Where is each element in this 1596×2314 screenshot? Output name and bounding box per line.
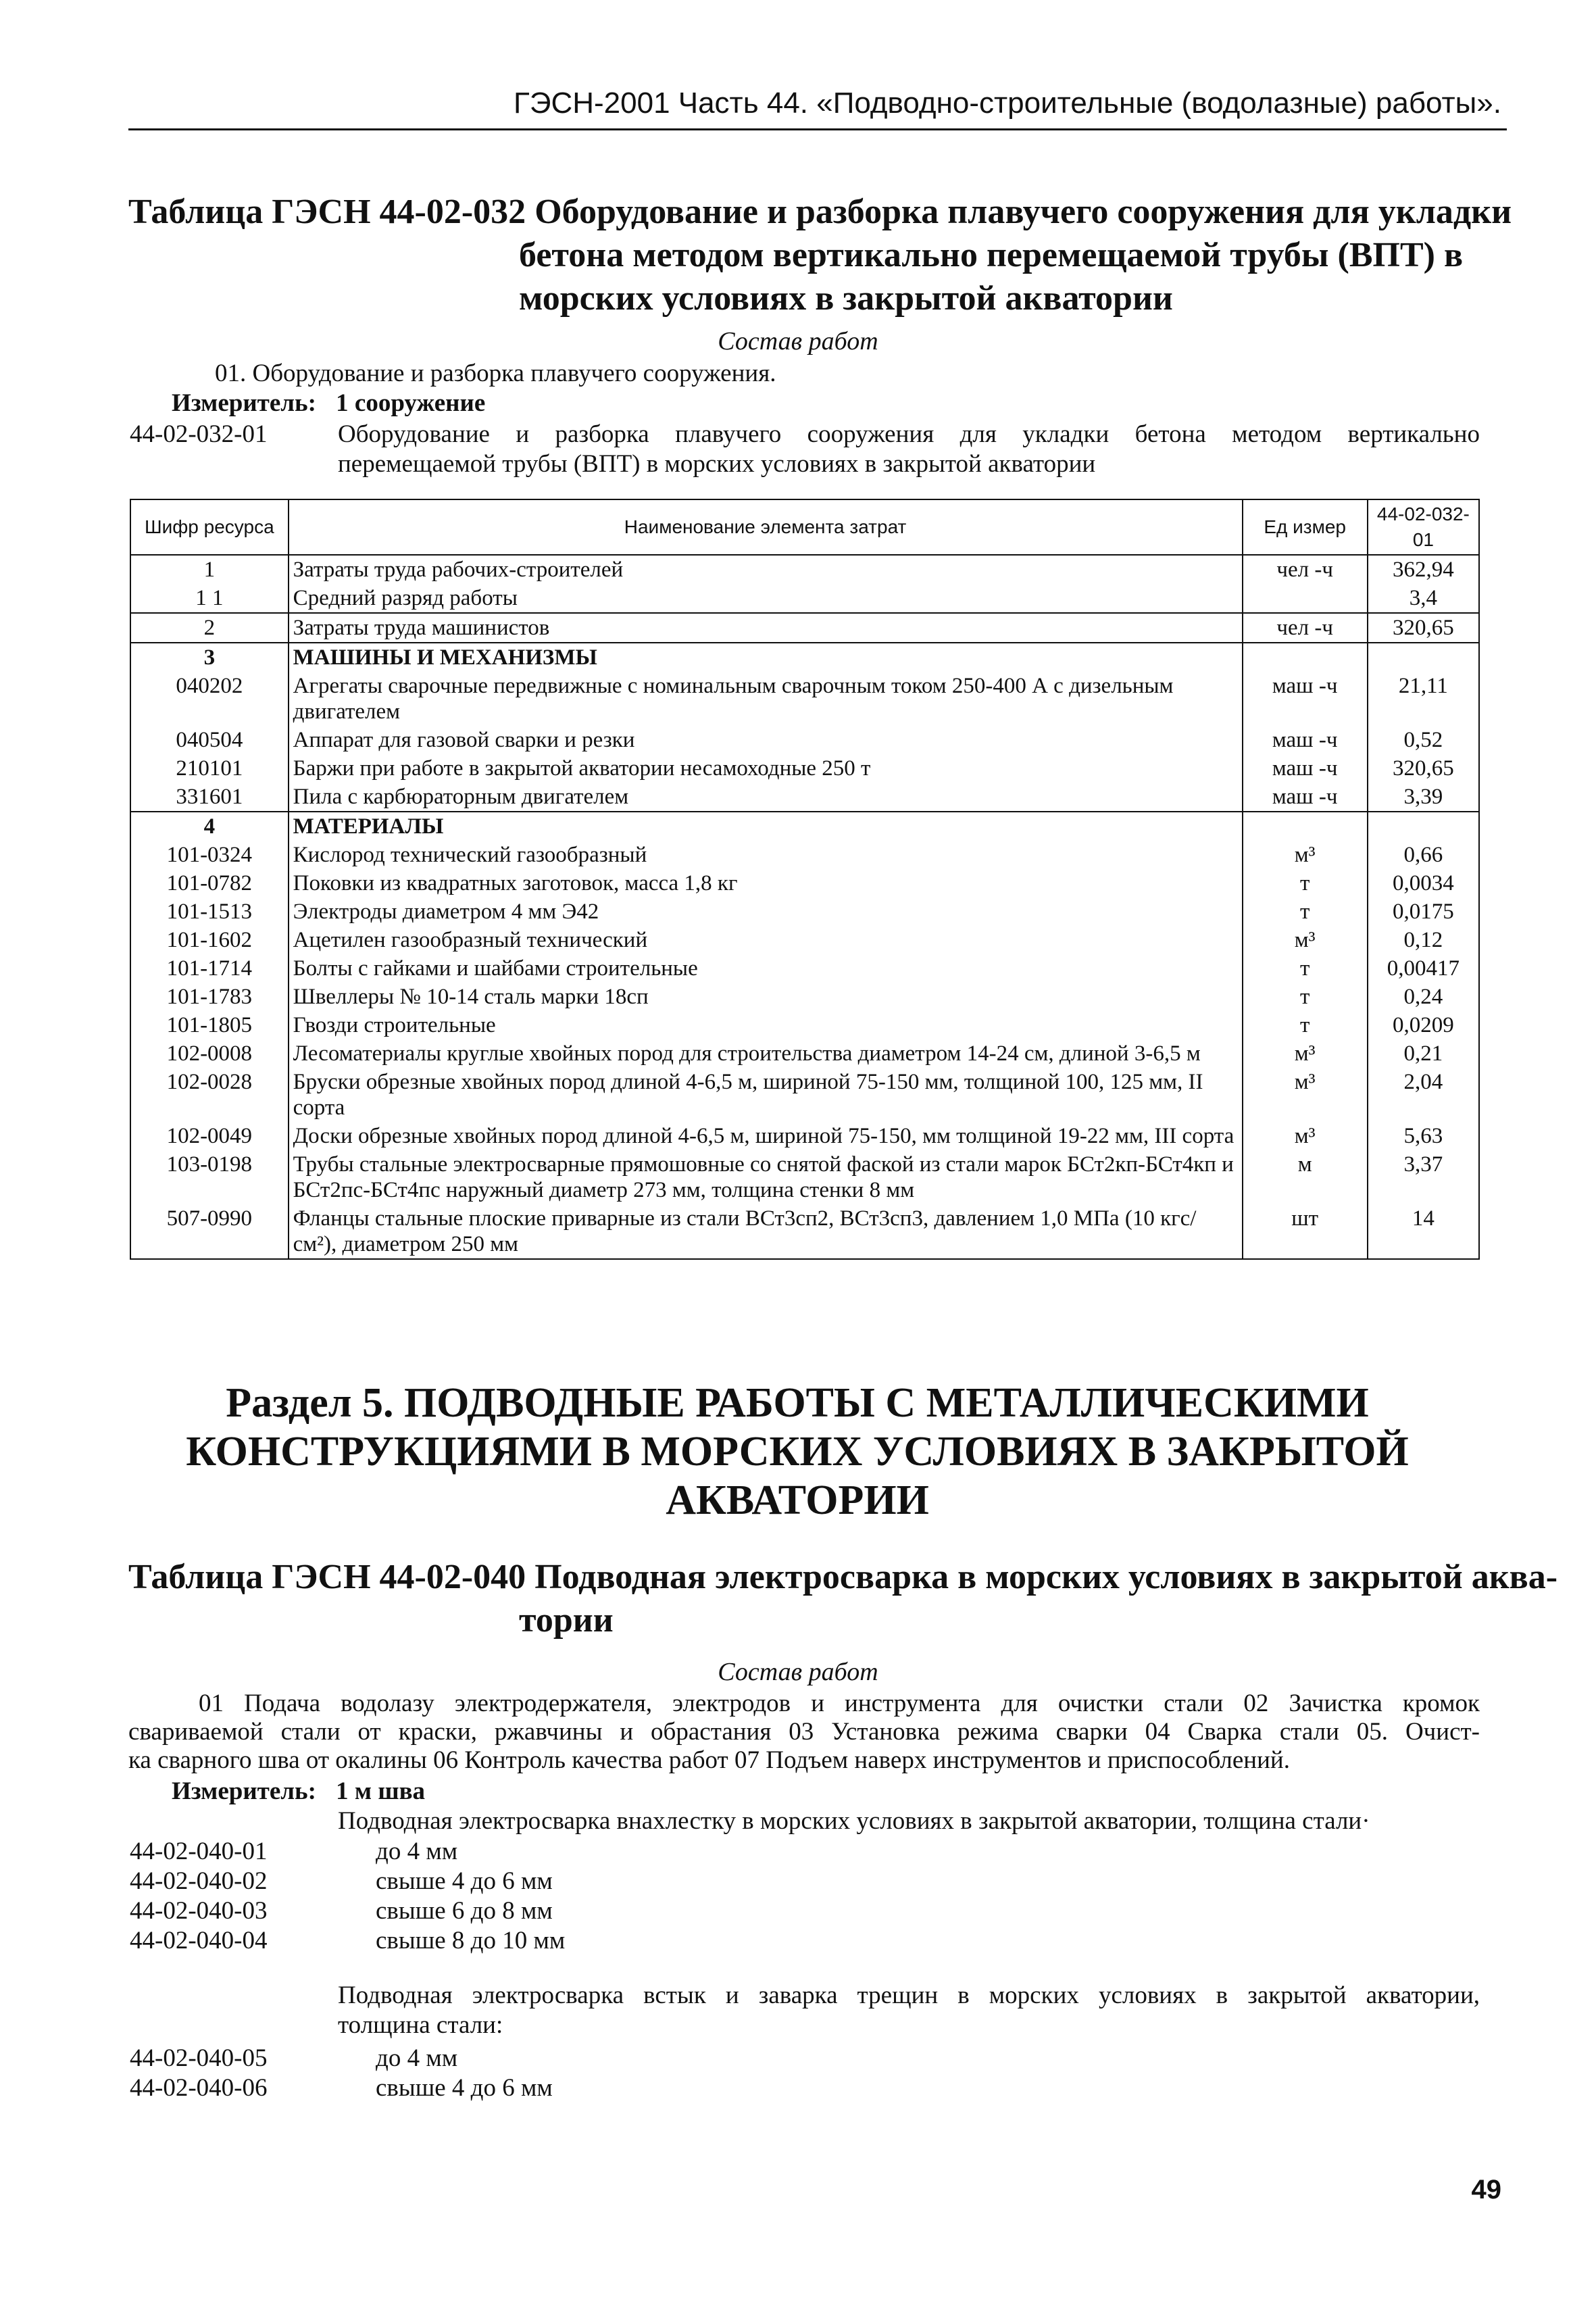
cell-unit: т — [1243, 983, 1368, 1011]
table-row — [130, 643, 1479, 672]
cell-unit: маш -ч — [1243, 754, 1368, 783]
table-row — [130, 1122, 1479, 1150]
cell-value: 0,24 — [1368, 983, 1479, 1011]
cell-name: Доски обрезные хвойных пород длиной 4-6,5 м, шириной 75-150, мм толщиной 19-22 мм, III сорта — [289, 1122, 1243, 1150]
cell-name: Гвозди строительные — [289, 1011, 1243, 1039]
table-row — [130, 841, 1479, 869]
table-row — [130, 613, 1479, 643]
code-list-desc: свыше 4 до 6 мм — [376, 1867, 553, 1895]
table2-work-line1: 01 Подача водолазу электродержателя, электродов и инструмента для очистки стали 02 Зачистка кромок — [199, 1690, 1480, 1717]
section5-line2: КОНСТРУКЦИЯМИ В МОРСКИХ УСЛОВИЯХ В ЗАКРЫТОЙ — [186, 1429, 1409, 1475]
section5-line3: АКВАТОРИИ — [666, 1477, 929, 1523]
resource-table-header — [130, 499, 1479, 555]
table-row — [130, 754, 1479, 783]
cell-name: Аппарат для газовой сварки и резки — [289, 726, 1243, 754]
cell-name: Кислород технический газообразный — [289, 841, 1243, 869]
table1-title-line1: Оборудование и разборка плавучего сооружения для укладки — [534, 193, 1512, 231]
cell-name: Баржи при работе в закрытой акватории несамоходные 250 т — [289, 754, 1243, 783]
table-row — [130, 555, 1479, 584]
cell-value: 320,65 — [1368, 613, 1479, 643]
code-list-desc: свыше 4 до 6 мм — [376, 2074, 553, 2102]
code-list-desc: до 4 мм — [376, 2044, 458, 2072]
cell-value: 0,0175 — [1368, 897, 1479, 926]
cell-unit: т — [1243, 1011, 1368, 1039]
table2-meter-label: Измеритель: — [172, 1777, 316, 1805]
table1-code-desc-line1: Оборудование и разборка плавучего сооружения для укладки бетона методом вертикально — [338, 420, 1480, 448]
cell-code: 101-1783 — [130, 983, 289, 1011]
cell-value: 0,0034 — [1368, 869, 1479, 897]
page-number: 49 — [1471, 2175, 1501, 2205]
cell-value: 0,52 — [1368, 726, 1479, 754]
table1-code: 44-02-032-01 — [130, 420, 268, 448]
header-code: Шифр ресурса — [130, 499, 289, 555]
cell-unit: м³ — [1243, 1068, 1368, 1122]
header-name: Наименование элемента затрат — [289, 499, 1243, 555]
section5-heading — [135, 1379, 1460, 1525]
cell-unit — [1243, 812, 1368, 841]
code-list-desc: свыше 6 до 8 мм — [376, 1897, 553, 1925]
table-row — [130, 954, 1479, 983]
table-row — [130, 926, 1479, 954]
cell-name: Ацетилен газообразный технический — [289, 926, 1243, 954]
header-value: 44-02-032-01 — [1368, 499, 1479, 555]
cell-value: 320,65 — [1368, 754, 1479, 783]
cell-value: 0,0209 — [1368, 1011, 1479, 1039]
cell-code: 102-0028 — [130, 1068, 289, 1122]
cell-value: 21,11 — [1368, 672, 1479, 726]
cell-unit: м — [1243, 1150, 1368, 1204]
cell-value — [1368, 812, 1479, 841]
cell-value: 0,12 — [1368, 926, 1479, 954]
cell-name: Средний разряд работы — [289, 584, 1243, 613]
cell-unit: маш -ч — [1243, 783, 1368, 812]
code-list-code: 44-02-040-03 — [130, 1897, 268, 1925]
code-list-desc: до 4 мм — [376, 1838, 458, 1865]
table-row — [130, 1039, 1479, 1068]
running-head: ГЭСН-2001 Часть 44. «Подводно-строительные (водолазные) работы». — [514, 87, 1501, 120]
table2-title-line1: Подводная электросварка в морских условиях в закрытой аква- — [534, 1558, 1558, 1596]
cell-name: Трубы стальные электросварные прямошовные со снятой фаской из стали марок БСт2кп-БСт4кп и БСт2пс-БСт4пс наружный диаметр 273 мм, толщина стенки 8 мм — [289, 1150, 1243, 1204]
table-row — [130, 897, 1479, 926]
table1-meter — [172, 389, 485, 418]
table1-title-line3: морских условиях в закрытой акватории — [519, 279, 1173, 318]
code-list-code: 44-02-040-02 — [130, 1867, 268, 1895]
table-row — [130, 812, 1479, 841]
cell-value: 3,37 — [1368, 1150, 1479, 1204]
cell-code: 1 — [130, 555, 289, 584]
cell-unit: т — [1243, 897, 1368, 926]
cell-code: 040202 — [130, 672, 289, 726]
resource-table-body — [130, 555, 1479, 1259]
cell-unit: м³ — [1243, 1039, 1368, 1068]
cell-unit: маш -ч — [1243, 672, 1368, 726]
cell-unit: шт — [1243, 1204, 1368, 1259]
table2-title-line2: тории — [519, 1601, 614, 1640]
cell-name: Затраты труда рабочих-строителей — [289, 555, 1243, 584]
table1-work-item: 01. Оборудование и разборка плавучего сооружения. — [215, 360, 776, 387]
cell-value: 3,4 — [1368, 584, 1479, 613]
section5-line1: Раздел 5. ПОДВОДНЫЕ РАБОТЫ С МЕТАЛЛИЧЕСКИМИ — [226, 1380, 1369, 1426]
cell-unit: м³ — [1243, 926, 1368, 954]
code-list-code: 44-02-040-05 — [130, 2044, 268, 2072]
cell-code: 4 — [130, 812, 289, 841]
cell-name: Бруски обрезные хвойных пород длиной 4-6,5 м, шириной 75-150 мм, толщиной 100, 125 мм, II сорта — [289, 1068, 1243, 1122]
table-row — [130, 1011, 1479, 1039]
table1-code-desc-line2: перемещаемой трубы (ВПТ) в морских условиях в закрытой акватории — [338, 450, 1096, 478]
cell-name: Затраты труда машинистов — [289, 613, 1243, 643]
table2-sostav-label: Состав работ — [718, 1658, 878, 1686]
cell-value: 0,00417 — [1368, 954, 1479, 983]
table1-title — [128, 191, 1514, 320]
table-row — [130, 1204, 1479, 1259]
cell-code: 101-1714 — [130, 954, 289, 983]
cell-unit: м³ — [1243, 841, 1368, 869]
table1-meter-label: Измеритель: — [172, 389, 316, 417]
table2-title — [128, 1556, 1558, 1642]
cell-name: МАТЕРИАЛЫ — [289, 812, 1243, 841]
cell-value: 2,04 — [1368, 1068, 1479, 1122]
code-list-desc: свыше 8 до 10 мм — [376, 1927, 566, 1954]
table-row — [130, 983, 1479, 1011]
cell-value: 5,63 — [1368, 1122, 1479, 1150]
header-unit: Ед измер — [1243, 499, 1368, 555]
table-row — [130, 783, 1479, 812]
table2-group2-title-line1: Подводная электросварка встык и заварка трещин в морских условиях в закрытой акватории, — [338, 1981, 1480, 2009]
cell-code: 2 — [130, 613, 289, 643]
table-row — [130, 1068, 1479, 1122]
table2-group1-title: Подводная электросварка внахлестку в морских условиях в закрытой акватории, толщина стали· — [338, 1807, 1370, 1835]
table2-group2-title-line2: толщина стали: — [338, 2011, 503, 2039]
cell-name: Агрегаты сварочные передвижные с номинальным сварочным током 250-400 А с дизельным двигателем — [289, 672, 1243, 726]
cell-code: 331601 — [130, 783, 289, 812]
table-row — [130, 869, 1479, 897]
table1-sostav-label: Состав работ — [718, 327, 878, 355]
cell-unit: чел -ч — [1243, 613, 1368, 643]
cell-unit: т — [1243, 869, 1368, 897]
cell-code: 210101 — [130, 754, 289, 783]
table-row — [130, 1150, 1479, 1204]
cell-code: 102-0008 — [130, 1039, 289, 1068]
cell-code: 101-1805 — [130, 1011, 289, 1039]
cell-value — [1368, 643, 1479, 672]
table2-meter — [172, 1777, 425, 1806]
table-row — [130, 584, 1479, 613]
table1-title-line2: бетона методом вертикально перемещаемой трубы (ВПТ) в — [519, 236, 1464, 274]
table2-work-line3: ка сварного шва от окалины 06 Контроль качества работ 07 Подъем наверх инструментов и приспособлений. — [128, 1746, 1290, 1774]
cell-unit: чел -ч — [1243, 555, 1368, 584]
cell-code: 101-0324 — [130, 841, 289, 869]
cell-name: Швеллеры № 10-14 сталь марки 18сп — [289, 983, 1243, 1011]
table1-meter-value: 1 сооружение — [336, 389, 486, 417]
cell-unit — [1243, 584, 1368, 613]
cell-code: 101-0782 — [130, 869, 289, 897]
code-list-code: 44-02-040-06 — [130, 2074, 268, 2102]
cell-unit — [1243, 643, 1368, 672]
header-rule — [128, 128, 1507, 130]
table-row — [130, 726, 1479, 754]
cell-code: 101-1513 — [130, 897, 289, 926]
cell-code: 101-1602 — [130, 926, 289, 954]
cell-name: Фланцы стальные плоские приварные из стали ВСт3сп2, ВСт3сп3, давлением 1,0 МПа (10 кгс/см²), диаметром 250 мм — [289, 1204, 1243, 1259]
cell-name: Поковки из квадратных заготовок, масса 1,8 кг — [289, 869, 1243, 897]
table-row — [130, 672, 1479, 726]
cell-code: 507-0990 — [130, 1204, 289, 1259]
table2-meter-value: 1 м шва — [336, 1777, 426, 1805]
table1-title-prefix: Таблица ГЭСН 44-02-032 — [128, 193, 526, 231]
cell-name: Лесоматериалы круглые хвойных пород для строительства диаметром 14-24 см, длиной 3-6,5 м — [289, 1039, 1243, 1068]
cell-value: 14 — [1368, 1204, 1479, 1259]
cell-name: Электроды диаметром 4 мм Э42 — [289, 897, 1243, 926]
table2-work-line2: свариваемой стали от краски, ржавчины и обрастания 03 Установка режима сварки 04 Сварка стали 05. Очист- — [128, 1718, 1480, 1746]
cell-code: 102-0049 — [130, 1122, 289, 1150]
cell-code: 103-0198 — [130, 1150, 289, 1204]
cell-value: 0,21 — [1368, 1039, 1479, 1068]
cell-code: 040504 — [130, 726, 289, 754]
cell-value: 362,94 — [1368, 555, 1479, 584]
cell-unit: т — [1243, 954, 1368, 983]
cell-name: Пила с карбюраторным двигателем — [289, 783, 1243, 812]
cell-code: 3 — [130, 643, 289, 672]
table2-title-prefix: Таблица ГЭСН 44-02-040 — [128, 1558, 526, 1596]
cell-value: 3,39 — [1368, 783, 1479, 812]
code-list-code: 44-02-040-01 — [130, 1838, 268, 1865]
cell-value: 0,66 — [1368, 841, 1479, 869]
code-list-code: 44-02-040-04 — [130, 1927, 268, 1954]
table2-work-text — [128, 1690, 1480, 1775]
cell-unit: маш -ч — [1243, 726, 1368, 754]
cell-name: МАШИНЫ И МЕХАНИЗМЫ — [289, 643, 1243, 672]
cell-unit: м³ — [1243, 1122, 1368, 1150]
cell-code: 1 1 — [130, 584, 289, 613]
resource-table — [130, 499, 1480, 1260]
cell-name: Болты с гайками и шайбами строительные — [289, 954, 1243, 983]
